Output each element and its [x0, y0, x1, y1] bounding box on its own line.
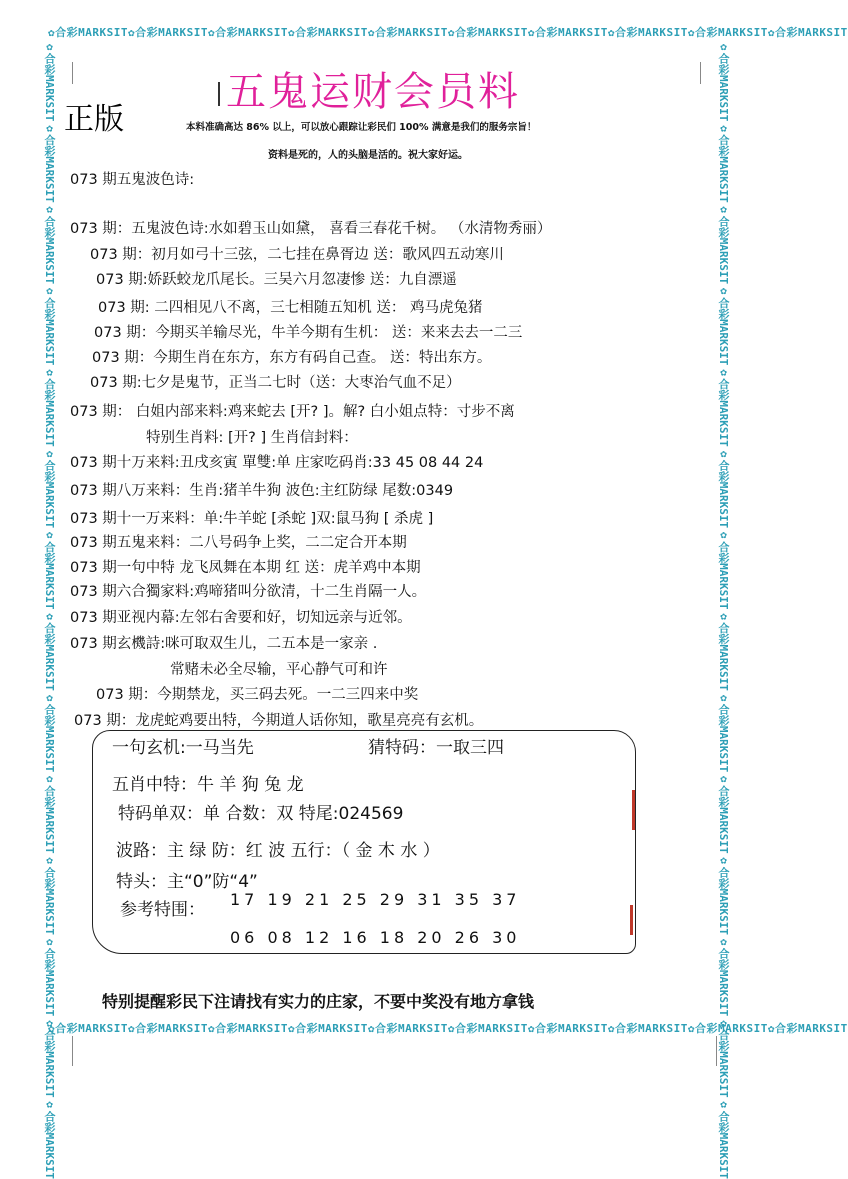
line-item: 073 期十一万来料：单:牛羊蛇 [杀蛇 ]双:鼠马狗 [ 杀虎 ]: [70, 511, 434, 527]
page-title: 五鬼运财会员料: [226, 69, 520, 115]
line-item: 073 期十万来料:丑戌亥寅 單雙:单 庄家吃码肖:33 45 08 44 24: [70, 455, 484, 471]
line-poem-heading: 073 期五鬼波色诗:: [70, 172, 195, 188]
box-five-zodiac: 五肖中特：牛 羊 狗 兔 龙: [112, 775, 304, 795]
line-item: 特别生肖料: [开? ] 生肖信封料：: [146, 430, 358, 446]
line-item: 073 期六合獨家料:鸡啼猪叫分欲清，十二生肖隔一人。: [70, 584, 427, 600]
line-item: 073 期：初月如弓十三弦，二七挂在鼻胥边 送：歌风四五动寒川: [90, 247, 504, 263]
line-item: 073 期：今期禁龙，买三码去死。一二三四来中奖: [96, 687, 419, 703]
box-ref-row1: 17 19 21 25 29 31 35 37: [230, 890, 521, 909]
line-item: 073 期:娇跃蛟龙爪尾长。三吴六月忽凄惨 送：九自漂遥: [96, 272, 457, 288]
watermark-border-right: [714, 40, 732, 1179]
watermark-text: ✿合彩MARKSIT✿合彩MARKSIT✿合彩MARKSIT✿合彩MARKSIT✿合彩MARKSIT✿合彩MARKSIT✿合彩MARKSIT✿合彩MARKSIT✿合彩MARKSIT✿合彩MARKSIT: [48, 1022, 848, 1035]
line-item: 常赌未必全尽输，平心静气可和许: [170, 662, 388, 678]
watermark-text: ✿合彩MARKSIT✿合彩MARKSIT✿合彩MARKSIT✿合彩MARKSIT✿合彩MARKSIT✿合彩MARKSIT✿合彩MARKSIT✿合彩MARKSIT✿合彩MARKSIT✿合彩MARKSIT: [48, 26, 848, 39]
line-item: 073 期： 白姐内部来料:鸡来蛇去 [开? ]。解? 白小姐点特：寸步不离: [70, 404, 515, 420]
line-item: 073 期：龙虎蛇鸡要出特，今期道人话你知，歌星亮亮有玄机。: [74, 713, 484, 729]
crop-mark: [72, 62, 73, 84]
line-item: 073 期：五鬼波色诗:水如碧玉山如黛， 喜看三春花千树。 （水清物秀丽）: [70, 221, 552, 237]
watermark-border-bottom: [48, 1018, 848, 1040]
box-riddle: 一句玄机:一马当先: [112, 738, 254, 758]
crop-mark: [716, 1036, 717, 1066]
subtitle-accuracy: 本料准确高达 86% 以上，可以放心跟踪让彩民们 100% 满意是我们的服务宗旨！: [186, 122, 537, 133]
box-ref-row2: 06 08 12 16 18 20 26 30: [230, 928, 521, 947]
box-wave-elements: 波路：主 绿 防：红 波 五行：（ 金 木 水 ）: [116, 841, 440, 861]
red-edge-mark: [632, 790, 635, 830]
crop-mark: [72, 1036, 73, 1066]
box-ref-label: 参考特围：: [120, 900, 205, 920]
box-odd-even: 特码单双：单 合数：双 特尾:024569: [118, 804, 404, 824]
subtitle-luck: 资料是死的，人的头脑是活的。祝大家好运。: [268, 150, 468, 161]
line-item: 073 期玄機詩:咪可取双生儿，二五本是一家亲 .: [70, 636, 378, 652]
line-item: 073 期一句中特 龙飞凤舞在本期 红 送：虎羊鸡中本期: [70, 560, 421, 576]
footer-reminder: 特别提醒彩民下注请找有实力的庄家，不要中奖没有地方拿钱: [102, 992, 535, 1011]
line-item: 073 期:七夕是鬼节，正当二七时（送：大枣治气血不足）: [90, 375, 461, 391]
title-bar-mark: [218, 82, 220, 106]
watermark-text: ✿合彩MARKSIT✿合彩MARKSIT✿合彩MARKSIT✿合彩MARKSIT✿合彩MARKSIT✿合彩MARKSIT✿合彩MARKSIT✿合彩MARKSIT✿合彩MARKSIT✿合彩MARKSIT✿合彩MARKSIT✿合彩MARKSIT✿合彩MARKSIT✿合彩MARKSIT: [43, 40, 56, 1179]
box-head: 特头：主“0”防“4”: [116, 872, 258, 892]
line-item: 073 期八万来料：生肖:猪羊牛狗 波色:主红防绿 尾数:0349: [70, 483, 454, 499]
line-item: 073 期: 二四相见八不离，三七相随五知机 送： 鸡马虎兔猪: [98, 300, 483, 316]
watermark-border-left: [40, 40, 58, 1179]
line-item: 073 期亚视内幕:左邻右舍要和好，切知远亲与近邻。: [70, 610, 412, 626]
red-edge-mark: [630, 905, 633, 935]
line-item: 073 期：今期生肖在东方，东方有码自己查。 送：特出东方。: [92, 350, 492, 366]
line-item: 073 期五鬼来料：二八号码争上奖，二二定合开本期: [70, 535, 407, 551]
watermark-border-top: [48, 22, 848, 44]
box-guess-code: 猜特码：一取三四: [368, 738, 504, 758]
watermark-text: ✿合彩MARKSIT✿合彩MARKSIT✿合彩MARKSIT✿合彩MARKSIT✿合彩MARKSIT✿合彩MARKSIT✿合彩MARKSIT✿合彩MARKSIT✿合彩MARKSIT✿合彩MARKSIT✿合彩MARKSIT✿合彩MARKSIT✿合彩MARKSIT✿合彩MARKSIT: [717, 40, 730, 1179]
line-item: 073 期：今期买羊输尽光，牛羊今期有生机： 送：来来去去一二三: [94, 325, 523, 341]
authentic-badge: 正版: [64, 102, 124, 137]
crop-mark: [700, 62, 701, 84]
